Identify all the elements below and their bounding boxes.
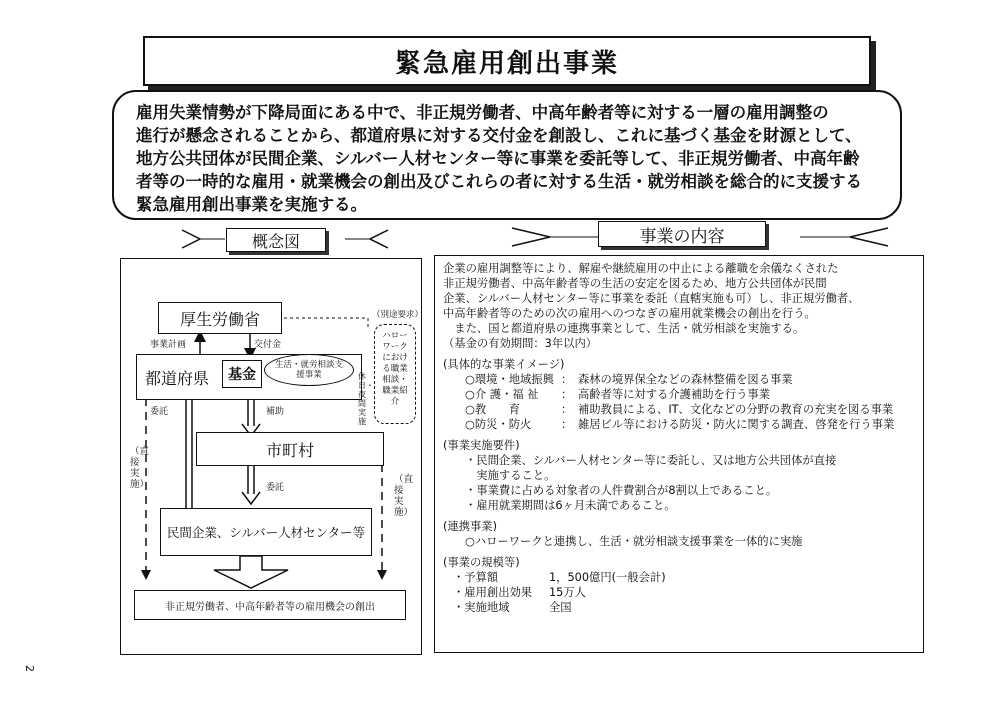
entrust2-arrowhead <box>242 492 260 504</box>
scale-row <box>443 570 915 585</box>
summary-line: 緊急雇用創出事業を実施する。 <box>136 195 367 214</box>
result-big-arrow <box>214 556 288 588</box>
label-entrust-2: 委託 <box>266 483 285 493</box>
label-direct-left: （直接実施） <box>130 446 150 490</box>
node-contractor: 民間企業、シルバー人材センター等 <box>160 508 372 556</box>
summary-line: 者等の一時的な雇用・就業機会の創出及びこれらの者に対する生活・就労相談を総合的に支援する <box>136 172 862 191</box>
page-title: 緊急雇用創出事業 <box>143 36 871 86</box>
node-result: 非正規労働者、中高年齢者等の雇用機会の創出 <box>134 590 406 620</box>
page-number: 2 <box>23 665 36 672</box>
label-plan: 事業計画 <box>150 340 187 350</box>
scale-value: 全国 <box>549 601 572 614</box>
requirement-line: ・雇用就業期間は6ヶ月未満であること。 <box>465 499 676 512</box>
linkage-line: ○ハローワークと連携し、生活・就労相談支援事業を一体的に実施 <box>465 535 803 548</box>
intro-line: 中高年齢者等のための次の雇用へのつなぎの雇用就業機会の創出を行う。 <box>443 307 816 320</box>
scale-key: ・実施地域 <box>453 601 510 614</box>
diagram-heading: 概念図 <box>226 228 326 252</box>
linkage-heading: (連携事業) <box>443 520 498 533</box>
content-heading: 事業の内容 <box>598 221 766 247</box>
content-panel <box>434 255 924 653</box>
scale-value: 15万人 <box>549 586 586 599</box>
summary-line: 地方公共団体が民間企業、シルバー人材センター等に事業を委託等して、非正規労働者、中高年齢 <box>136 149 860 168</box>
image-item-name: ○環境・地域振興 <box>465 373 554 386</box>
label-entrust: 委託 <box>150 407 169 417</box>
summary-box <box>112 90 902 220</box>
image-item-name: ○教 育 <box>465 403 521 416</box>
label-direct-right: （直接実施） <box>394 474 414 518</box>
node-mhlw: 厚生労働省 <box>158 302 282 334</box>
requirements-heading: (事業実施要件) <box>443 439 520 452</box>
direct-right-arrowhead <box>377 570 387 580</box>
intro-line: 非正規労働者、中高年齢者等の生活の安定を図るため、地方公共団体が民間 <box>443 277 827 290</box>
label-holiday: 休日・夜間実施 <box>358 372 374 426</box>
label-separate-request: （別途要求） <box>372 310 424 320</box>
intro-line: また、国と都道府県の連携事業として、生活・就労相談を実施する。 <box>443 322 805 335</box>
image-item: ○防災・防火 ： 雑居ビル等における防災・防火に関する調査、啓発を行う事業 <box>465 418 895 431</box>
image-item-desc: 補助教員による、IT、文化などの分野の教育の充実を図る事業 <box>577 403 894 416</box>
image-item: ○介 護・福 祉 ： 高齢者等に対する介護補助を行う事業 <box>465 388 771 401</box>
image-item-desc: 雑居ビル等における防災・防火に関する調査、啓発を行う事業 <box>577 418 895 431</box>
node-municipality: 市町村 <box>196 432 384 466</box>
image-item: ○環境・地域振興 ： 森林の境界保全などの森林整備を図る事業 <box>465 373 793 386</box>
image-item: ○教 育 ： 補助教員による、IT、文化などの分野の教育の充実を図る事業 <box>465 403 894 416</box>
intro-line: （基金の有効期間：3年以内） <box>443 337 598 350</box>
image-item-desc: 高齢者等に対する介護補助を行う事業 <box>577 388 771 401</box>
prefecture-label: 都道府県 <box>145 368 210 388</box>
node-fund: 基金 <box>222 360 262 388</box>
requirement-line: ・民間企業、シルバー人材センター等に委託し、又は地方公共団体が直接 <box>465 454 837 467</box>
requirement-line: ・事業費に占める対象者の人件費割合が8割以上であること。 <box>465 484 778 497</box>
image-item-desc: 森林の境界保全などの森林整備を図る事業 <box>577 373 793 386</box>
node-support: 生活・就労相談支援事業 <box>264 354 354 386</box>
scale-key: ・予算額 <box>453 571 499 584</box>
direct-left-arrowhead <box>141 570 151 580</box>
image-item-name: ○防災・防火 <box>465 418 532 431</box>
requirement-line: 実施すること。 <box>465 469 556 482</box>
summary-line: 進行が懸念されることから、都道府県に対する交付金を創設し、これに基づく基金を財源として、 <box>136 126 862 145</box>
node-hellowork: ハローワークにおける職業相談・職業紹介 <box>374 324 416 424</box>
intro-line: 企業、シルバー人材センター等に事業を委託（直轄実施も可）し、非正規労働者、 <box>443 292 860 305</box>
summary-line: 雇用失業情勢が下降局面にある中で、非正規労働者、中高年齢者等に対する一層の雇用調整の <box>136 103 829 122</box>
image-heading: (具体的な事業イメージ) <box>443 358 565 371</box>
label-subsidy: 補助 <box>266 407 285 417</box>
scale-value: 1，500億円(一般会計) <box>549 571 666 584</box>
image-item-name: ○介 護・福 祉 <box>465 388 539 401</box>
intro-line: 企業の雇用調整等により、解雇や継続雇用の中止による離職を余儀なくされた <box>443 262 839 275</box>
scale-row <box>443 600 915 615</box>
scale-key: ・雇用創出効果 <box>453 586 533 599</box>
label-grant: 交付金 <box>254 340 282 350</box>
scale-heading: (事業の規模等) <box>443 556 520 569</box>
scale-row <box>443 585 915 600</box>
